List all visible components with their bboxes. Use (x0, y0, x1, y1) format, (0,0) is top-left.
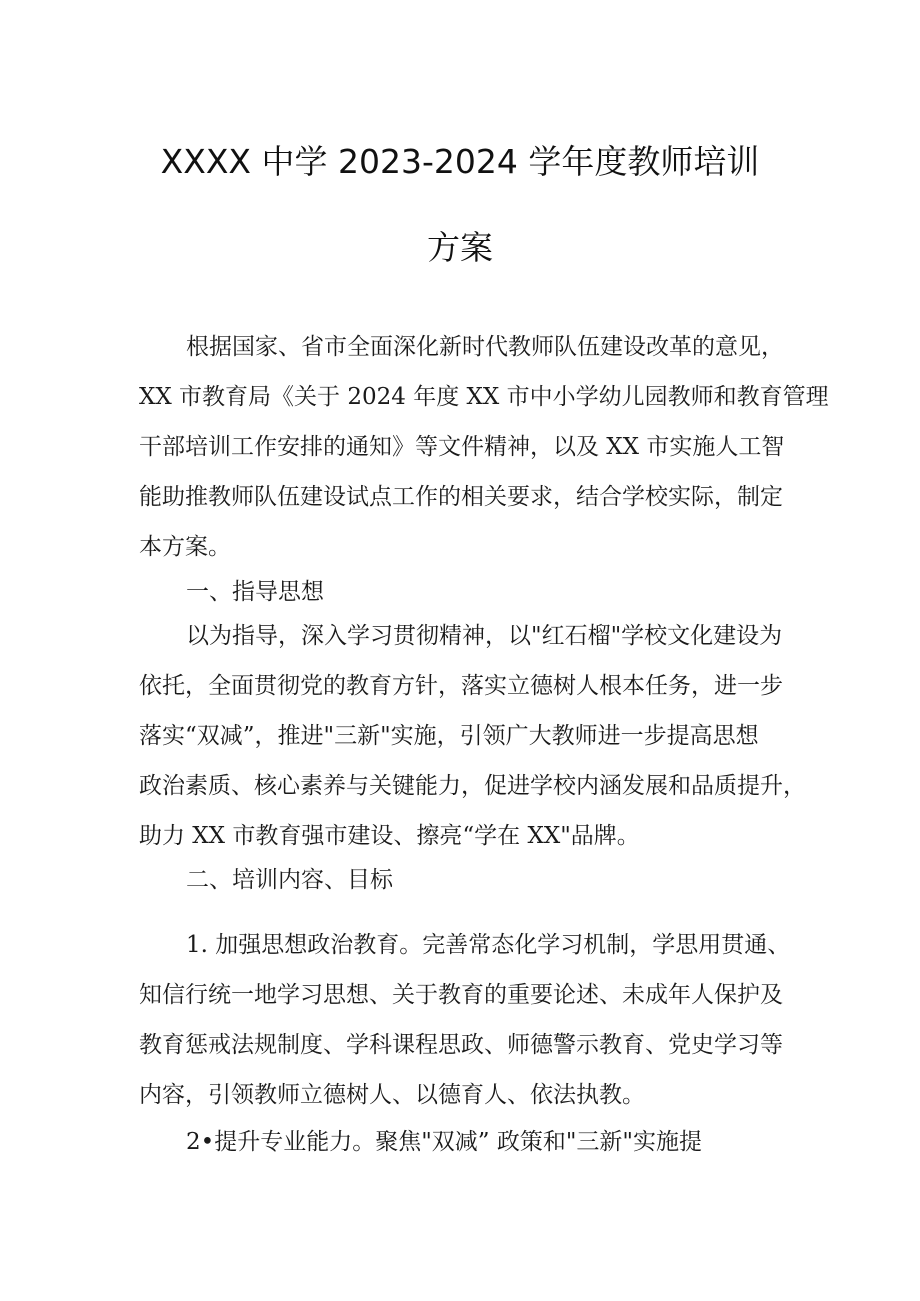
intro-line: 根据国家、省市全面深化新时代教师队伍建设改革的意见， (186, 334, 784, 360)
intro-line: XX 市教育局《关于 2024 年度 XX 市中小学幼儿园教师和教育管理 (139, 384, 829, 410)
intro-line: 本方案。 (139, 534, 231, 560)
guiding-ideology-line: 依托，全面贯彻党的教育方针，落实立德树人根本任务，进一步 (139, 673, 783, 699)
document-title-line-1: XXXX 中学 2023-2024 学年度教师培训 (160, 142, 760, 181)
guiding-ideology-line: 政治素质、核心素养与关键能力，促进学校内涵发展和品质提升， (139, 773, 806, 799)
document-title-line-2: 方案 (427, 228, 493, 267)
training-item-2-line: 2•提升专业能力。聚焦"双减” 政策和"三新"实施提 (186, 1129, 703, 1155)
guiding-ideology-line: 落实“双减”，推进"三新"实施，引领广大教师进一步提高思想 (139, 723, 759, 749)
training-item-2-paragraph (139, 1117, 789, 1167)
intro-line: 干部培训工作安排的通知》等文件精神，以及 XX 市实施人工智 (139, 434, 785, 460)
section-heading-guiding-ideology: 一、指导思想 (186, 579, 324, 605)
training-item-1-line: 内容，引领教师立德树人、以德育人、依法执教。 (139, 1082, 645, 1108)
training-item-1-line: 教育惩戒法规制度、学科课程思政、师德警示教育、党史学习等 (139, 1032, 783, 1058)
training-item-1-line: 1. 加强思想政治教育。完善常态化学习机制，学思用贯通、 (186, 932, 791, 958)
guiding-ideology-line: 以为指导，深入学习贯彻精神，以"红石榴"学校文化建设为 (186, 623, 783, 649)
guiding-ideology-paragraph (139, 611, 806, 861)
section-heading-training-content: 二、培训内容、目标 (186, 867, 393, 893)
intro-paragraph (139, 322, 829, 572)
training-item-1-line: 知信行统一地学习思想、关于教育的重要论述、未成年人保护及 (139, 982, 783, 1008)
guiding-ideology-line: 助力 XX 市教育强市建设、擦亮“学在 XX"品牌。 (139, 823, 640, 849)
training-item-1-paragraph (139, 920, 789, 1120)
intro-line: 能助推教师队伍建设试点工作的相关要求，结合学校实际，制定 (139, 484, 783, 510)
